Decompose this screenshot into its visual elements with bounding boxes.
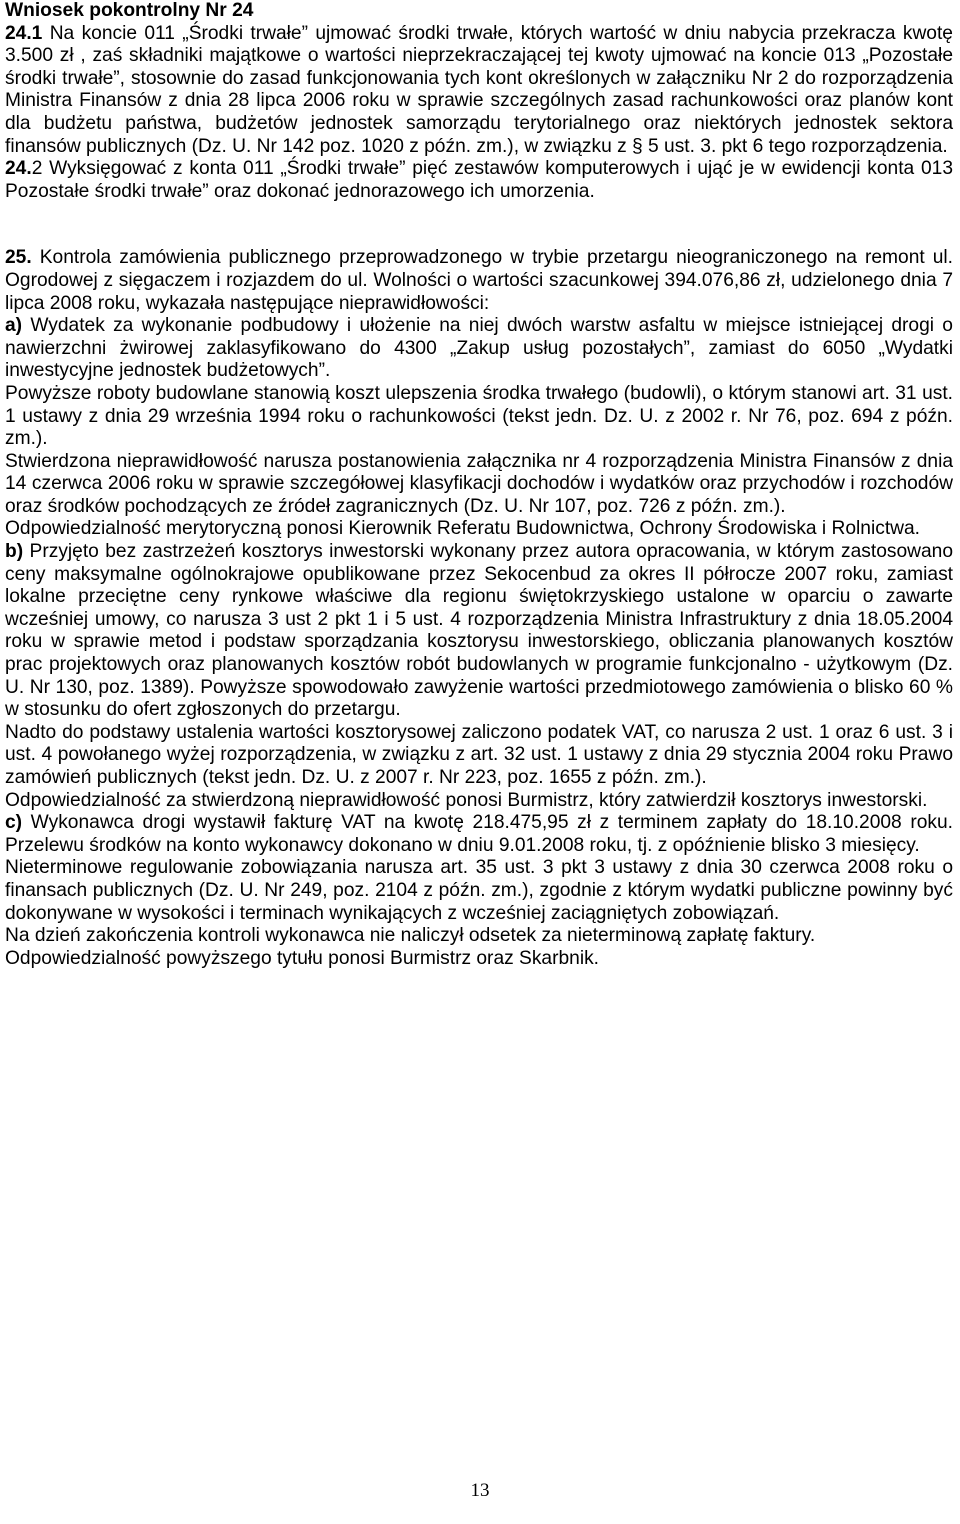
finding-b	[5, 541, 953, 722]
page-title: Wniosek pokontrolny Nr 24	[5, 0, 254, 21]
finding-label: a)	[5, 315, 23, 337]
section-number-rest: 2	[31, 158, 43, 180]
finding-b-responsibility: Odpowiedzialność za stwierdzoną nieprawidłowość ponosi Burmistrz, który zatwierdził kosztorys inwestorski.	[5, 789, 928, 811]
document-body	[5, 0, 953, 970]
page-number: 13	[470, 1480, 490, 1501]
section-number: 24.1	[5, 22, 43, 44]
finding-c-paragraph: Nieterminowe regulowanie zobowiązania narusza art. 35 ust. 3 pkt 3 ustawy z dnia 30 czerwca 2008 roku o finansach publicznych (Dz. U. Nr 249, poz. 2104 z późn. zm.), zgodnie z którym wydatki publiczne powinny być dokonywane w wysokości i terminach wynikających z wcześniej zaciągniętych zobowiązań.	[5, 857, 953, 924]
finding-text: Wydatek za wykonanie podbudowy i ułożenie na niej dwóch warstw asfaltu w miejsce istniejącej drogi o nawierzchni żwirowej zaklasyfikowano do 4300 „Zakup usług pozostałych”, zamiast do 6050 „Wydatki inwestycyjne jednostek budżetowych”.	[5, 315, 953, 382]
finding-a-paragraph: Stwierdzona nieprawidłowość narusza postanowienia załącznika nr 4 rozporządzenia Ministra Finansów z dnia 14 czerwca 2006 roku w sprawie szczegółowej klasyfikacji dochodów i wydatków oraz przychodów i rozchodów oraz środków pochodzących ze źródeł zagranicznych (Dz. U. Nr 107, poz. 726 z późn. zm.).	[5, 450, 953, 517]
section-text: Na koncie 011 „Środki trwałe” ujmować środki trwałe, których wartość w dniu nabycia przekracza kwotę 3.500 zł , zaś składniki majątkowe o wartości nieprzekraczającej tej kwoty ujmować na koncie 013 „Pozostałe środki trwałe”, stosownie do zasad funkcjonowania tych kont określonych w załączniku Nr 2 do rozporządzenia Ministra Finansów z dnia 28 lipca 2006 roku w sprawie szczególnych zasad rachunkowości oraz planów kont dla budżetu państwa, budżetów jednostek samorządu terytorialnego oraz niektórych jednostek sektora finansów publicznych (Dz. U. Nr 142 poz. 1020 z późn. zm.), w związku z § 5 ust. 3. pkt 6 tego rozporządzenia.	[5, 22, 953, 157]
section-number: 25.	[5, 247, 32, 269]
finding-c-paragraph: Na dzień zakończenia kontroli wykonawca nie naliczył odsetek za nieterminową zapłatę faktury.	[5, 925, 816, 947]
finding-c-responsibility: Odpowiedzialność powyższego tytułu ponosi Burmistrz oraz Skarbnik.	[5, 947, 600, 969]
section-24-1	[5, 23, 953, 159]
finding-a	[5, 315, 953, 383]
finding-a-responsibility: Odpowiedzialność merytoryczną ponosi Kierownik Referatu Budownictwa, Ochrony Środowiska i Rolnictwa.	[5, 518, 921, 540]
finding-label: c)	[5, 812, 23, 834]
section-text: Wyksięgować z konta 011 „Środki trwałe” pięć zestawów komputerowych i ująć je w ewidencji konta 013 Pozostałe środki trwałe” oraz dokonać jednorazowego ich umorzenia.	[5, 158, 953, 202]
finding-c	[5, 812, 953, 857]
finding-text: Przyjęto bez zastrzeżeń kosztorys inwestorski wykonany przez autora opracowania, w którym zastosowano ceny maksymalne ogólnokrajowe opublikowane przez Sekocenbud za okres II półrocze 2007 roku, zamiast lokalne przeciętne ceny rynkowe właściwe dla regionu świętokrzyskiego ustalone w oparciu o zawarte wcześniej umowy, co narusza 3 ust 2 pkt 1 i 5 ust. 4 rozporządzenia Ministra Infrastruktury z dnia 18.05.2004 roku w sprawie metod i podstaw sporządzania kosztorysu inwestorskiego, obliczania planowanych kosztów prac projektowych oraz planowanych kosztów robót budowlanych w programie funkcjonalno - użytkowym (Dz. U. Nr 130, poz. 1389). Powyższe spowodowało zawyżenie wartości przedmiotowego zamówienia o blisko 60 % w stosunku do ofert zgłoszonych do przetargu.	[5, 541, 953, 721]
finding-label: b)	[5, 541, 24, 563]
section-24-2	[5, 158, 953, 203]
finding-text: Wykonawca drogi wystawił fakturę VAT na kwotę 218.475,95 zł z terminem zapłaty do 18.10.2008 roku. Przelewu środków na konto wykonawcy dokonano w dniu 9.01.2008 roku, tj. z opóźnienie blisko 3 miesięcy.	[5, 812, 953, 856]
finding-b-paragraph: Nadto do podstawy ustalenia wartości kosztorysowej zaliczono podatek VAT, co narusza 2 ust. 1 oraz 6 ust. 3 i ust. 4 powołanego wyżej rozporządzenia, w związku z art. 32 ust. 1 ustawy z dnia 29 stycznia 2004 roku Prawo zamówień publicznych (tekst jedn. Dz. U. z 2007 r. Nr 223, poz. 1655 z późn. zm.).	[5, 721, 953, 788]
section-25	[5, 247, 953, 315]
spacer	[5, 203, 953, 247]
section-text: Kontrola zamówienia publicznego przeprowadzonego w trybie przetargu nieograniczonego na remont ul. Ogrodowej z sięgaczem i rozjazdem do ul. Wolności o wartości szacunkowej 394.076,86 zł, udzielonego dnia 7 lipca 2008 roku, wykazała następujące nieprawidłowości:	[5, 247, 953, 314]
section-number: 24.	[5, 158, 32, 180]
finding-a-paragraph: Powyższe roboty budowlane stanowią koszt ulepszenia środka trwałego (budowli), o którym stanowi art. 31 ust. 1 ustawy z dnia 29 września 1994 roku o rachunkowości (tekst jedn. Dz. U. z 2002 r. Nr 76, poz. 694 z późn. zm.).	[5, 382, 953, 450]
